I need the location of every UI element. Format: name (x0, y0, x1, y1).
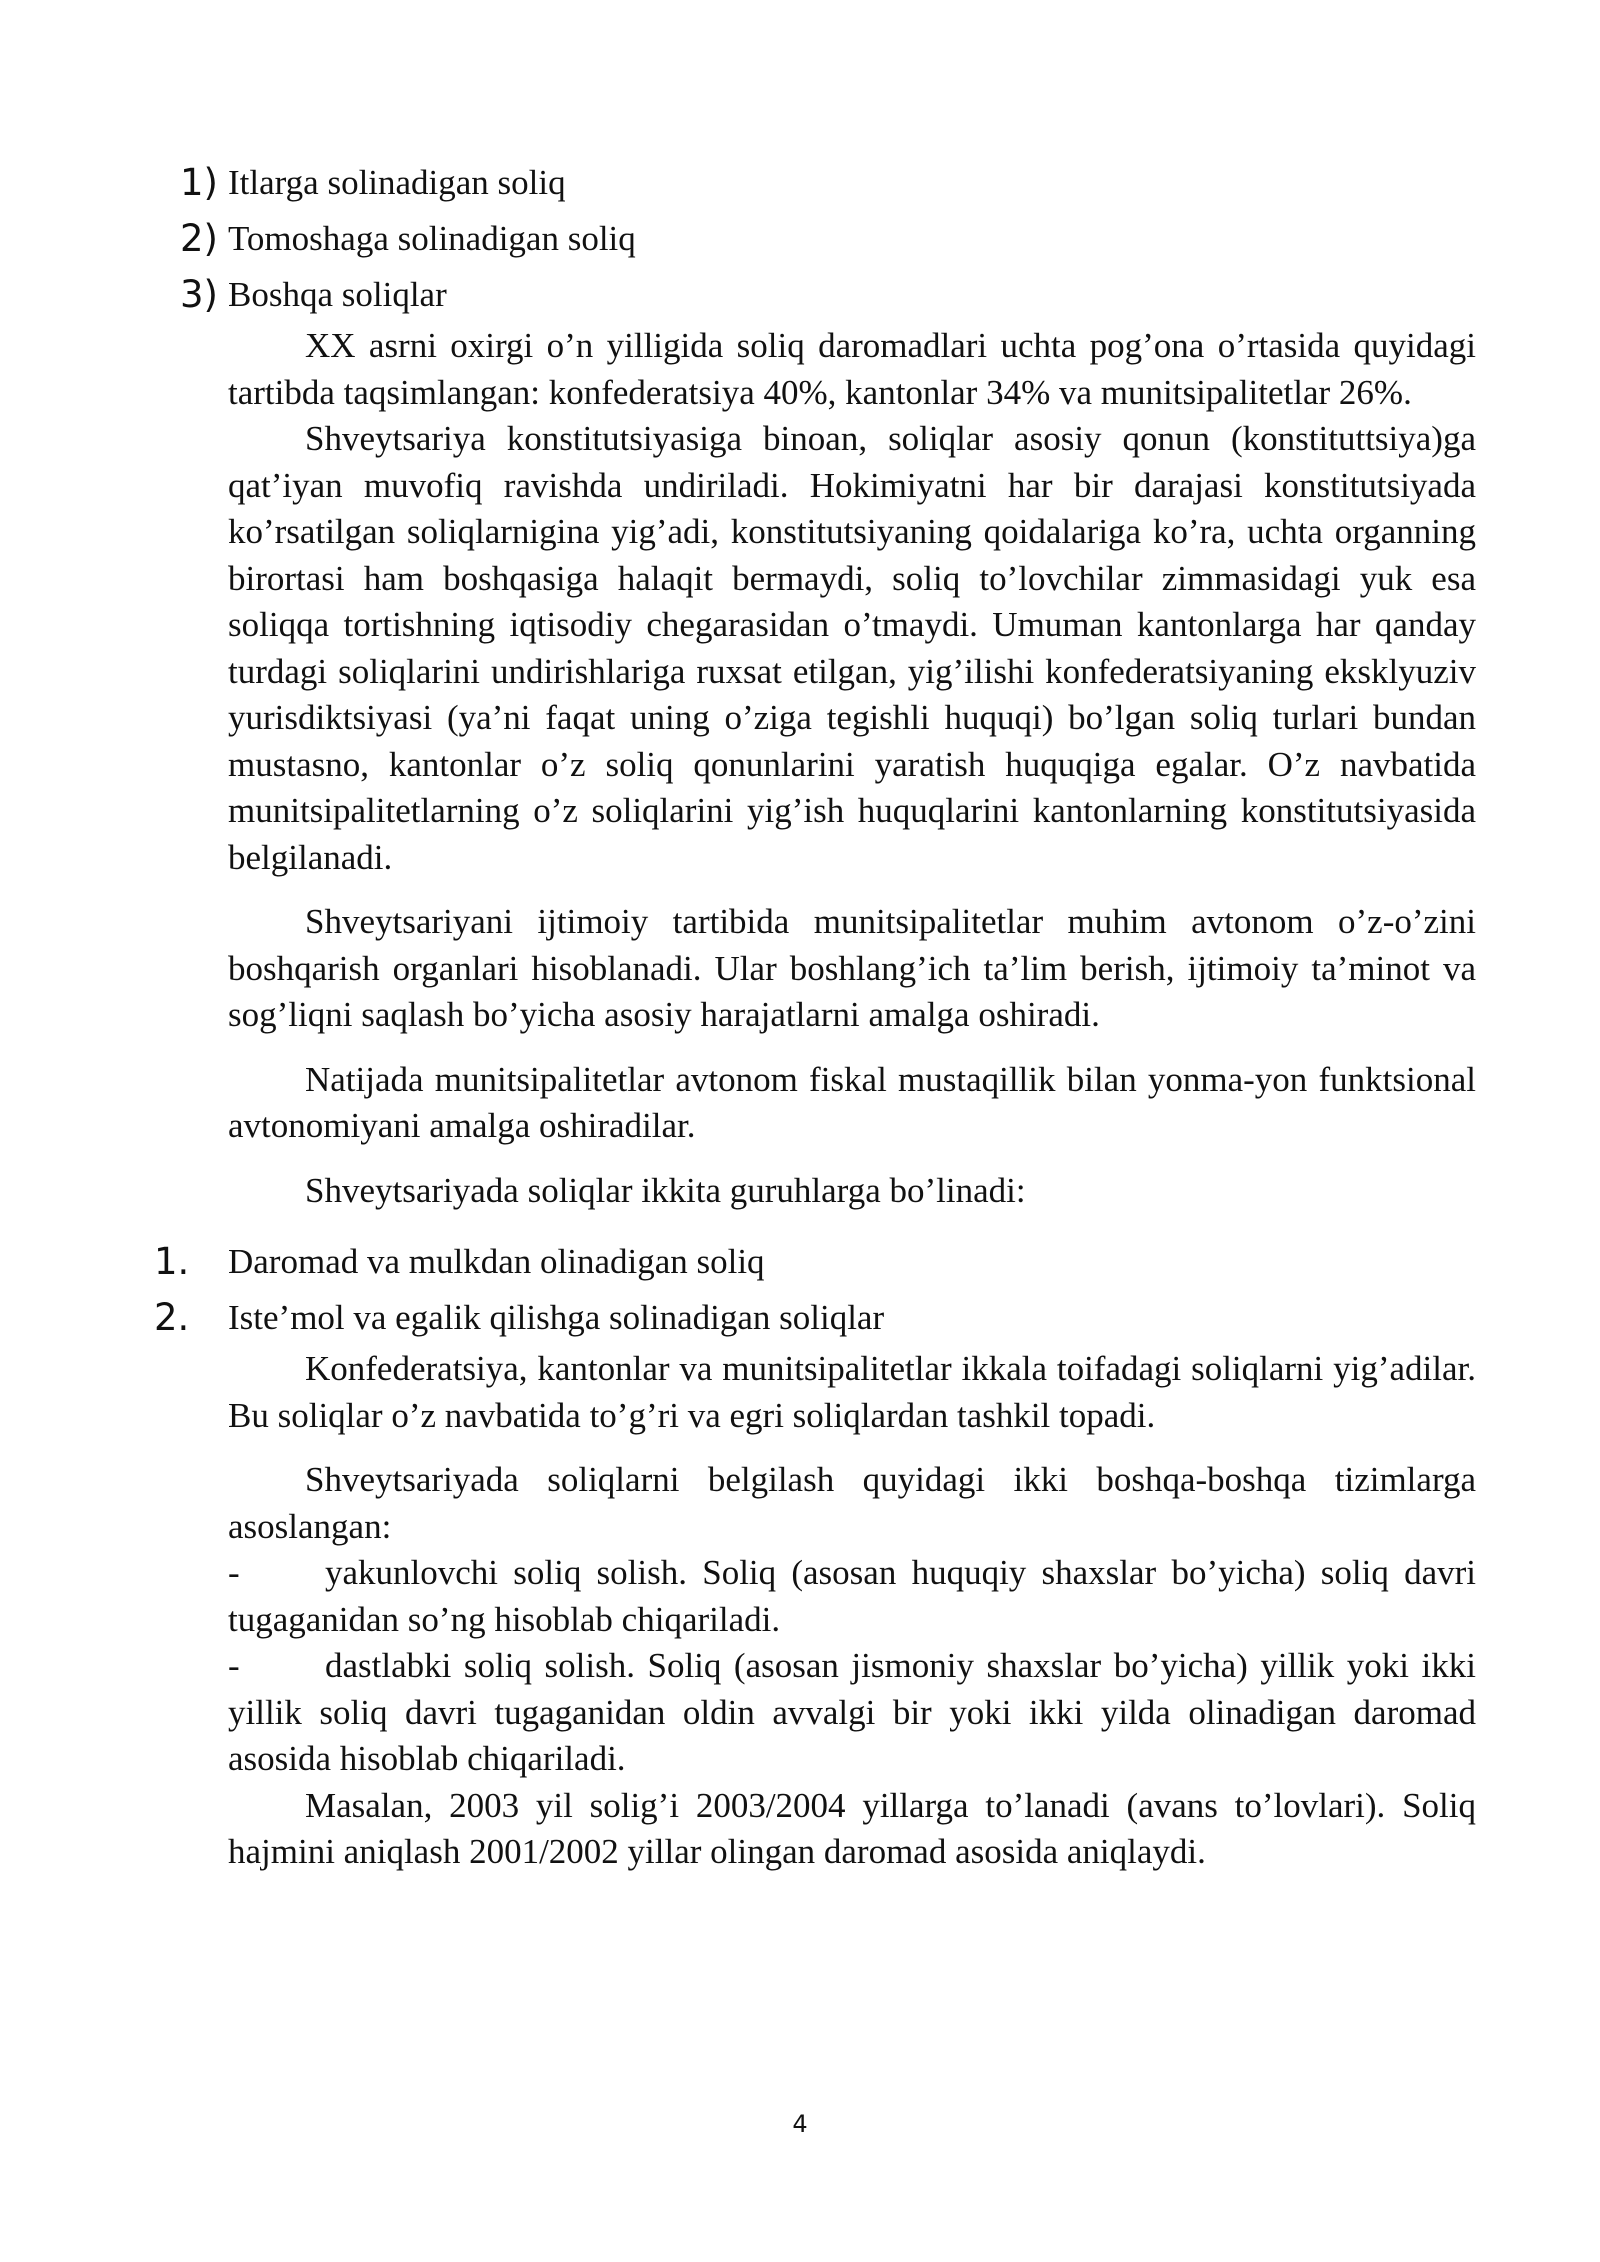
list-item (180, 155, 1476, 211)
list-item (180, 267, 1476, 323)
list-item-text: Itlarga solinadigan soliq (228, 163, 566, 202)
tax-types-list (180, 155, 1476, 323)
dash-marker: - (228, 1646, 240, 1685)
tax-groups-list (154, 1234, 1476, 1346)
list-item (180, 211, 1476, 267)
paragraph-municipalities: Shveytsariyani ijtimoiy tartibida munitsipalitetlar muhim avtonom o’z-o’zini boshqarish organlari hisoblanadi. Ular boshlang’ich ta’lim berish, ijtimoiy ta’minot va sog’liqni saqlash bo’yicha asosiy harajatlarni amalga oshiradi. (228, 902, 1476, 1034)
dash-item-text: yakunlovchi soliq solish. Soliq (asosan huquqiy shaxslar bo’yicha) soliq davri tugaganidan so’ng hisoblab chiqariladi. (228, 1553, 1476, 1639)
dash-item-text: dastlabki soliq solish. Soliq (asosan jismoniy shaxslar bo’yicha) yillik yoki ikki yillik soliq davri tugaganidan oldin avvalgi bir yoki ikki yilda olinadigan daromad asosida hisoblab chiqariladi. (228, 1646, 1476, 1778)
paragraph-autonomy: Natijada munitsipalitetlar avtonom fiskal mustaqillik bilan yonma-yon funktsional avtonomiyani amalga oshiradilar. (228, 1059, 1476, 1145)
list-item-text: Iste’mol va egalik qilishga solinadigan soliqlar (228, 1298, 885, 1337)
page-number: 4 (792, 2110, 808, 2138)
paragraph-example: Masalan, 2003 yil solig’i 2003/2004 yillarga to’lanadi (avans to’lovlari). Soliq hajmini aniqlash 2001/2002 yillar olingan daromad asosida aniqlaydi. (228, 1785, 1476, 1871)
dash-item (228, 1643, 1476, 1783)
paragraph-systems: Shveytsariyada soliqlarni belgilash quyidagi ikki boshqa-boshqa tizimlarga asoslangan: (228, 1460, 1476, 1546)
page-body (154, 155, 1476, 1876)
paragraph-revenue-distribution: XX asrni oxirgi o’n yilligida soliq daromadlari uchta pog’ona o’rtasida quyidagi tartibda taqsimlangan: konfederatsiya 40%, kantonlar 34% va munitsipalitetlar 26%. (228, 326, 1476, 412)
list-item-text: Tomoshaga solinadigan soliq (228, 219, 636, 258)
dash-marker: - (228, 1553, 240, 1592)
paragraph-constitution: Shveytsariya konstitutsiyasiga binoan, soliqlar asosiy qonun (konstituttsiya)ga qat’iyan muvofiq ravishda undiriladi. Hokimiyatni har bir darajasi konstitutsiyada ko’rsatilgan soliqlarnigina yig’adi, konstitutsiyaning qoidalariga ko’ra, uchta organning birortasi ham boshqasiga halaqit bermaydi, soliq to’lovchilar zimmasidagi yuk esa soliqqa tortishning iqtisodiy chegarasidan o’tmaydi. Umuman kantonlarga har qanday turdagi soliqlarini undirishlariga ruxsat etilgan, yig’ilishi konfederatsiyaning eksklyuziv yurisdiktsiyasi (ya’ni faqat uning o’ziga tegishli huquqi) bo’lgan soliq turlari bundan mustasno, kantonlar o’z soliq qonunlarini yaratish huquqiga egalar. O’z navbatida munitsipalitetlarning o’z soliqlarini yig’ish huquqlarini kantonlarning konstitutsiyasida belgilanadi. (228, 419, 1476, 877)
list-marker: 1. (154, 1240, 190, 1283)
list-item (154, 1234, 1476, 1290)
list-item-text: Boshqa soliqlar (228, 275, 447, 314)
paragraph-tax-groups: Shveytsariyada soliqlar ikkita guruhlarga bo’linadi: (305, 1170, 1026, 1210)
list-marker: 3) (180, 273, 218, 316)
list-marker: 2. (154, 1296, 190, 1339)
list-item-text: Daromad va mulkdan olinadigan soliq (228, 1242, 765, 1281)
list-item (154, 1290, 1476, 1346)
list-marker: 1) (180, 161, 218, 204)
paragraph-collection: Konfederatsiya, kantonlar va munitsipalitetlar ikkala toifadagi soliqlarni yig’adilar. Bu soliqlar o’z navbatida to’g’ri va egri soliqlardan tashkil topadi. (228, 1349, 1476, 1435)
dash-item (228, 1550, 1476, 1643)
list-marker: 2) (180, 217, 218, 260)
